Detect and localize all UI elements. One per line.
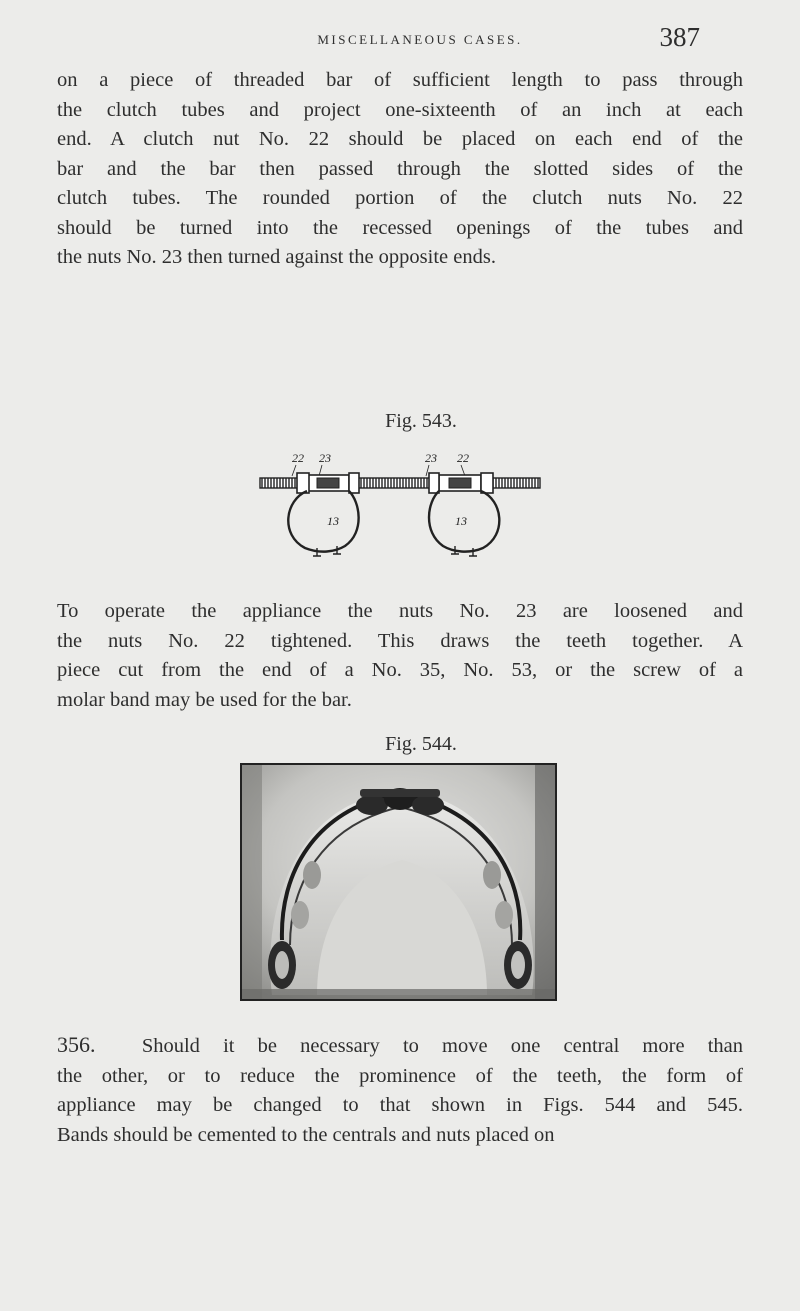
section-number: 356. [57, 1032, 96, 1057]
band-left [288, 491, 358, 552]
text-line: Bands should be cemented to the centrals and nuts placed on [57, 1123, 555, 1146]
nut-23-left [349, 473, 359, 493]
clutch-nut-left [297, 473, 309, 493]
text-line: should be turned into the recessed openings of the tubes and [57, 216, 743, 239]
text-line: the nuts No. 23 then turned against the opposite ends. [57, 246, 496, 268]
page-number: 387 [659, 22, 700, 52]
page-header [0, 22, 800, 52]
running-title: MISCELLANEOUS CASES. [317, 32, 523, 47]
nut-23-right [429, 473, 439, 493]
label-13-right: 13 [455, 514, 467, 528]
text-line: To operate the appliance the nuts No. 23 are loosened and [57, 600, 743, 622]
text-line: molar band may be used for the bar. [57, 688, 352, 711]
label-22-right: 22 [457, 451, 469, 465]
label-23-right: 23 [425, 451, 437, 465]
paragraph-3 [57, 1030, 743, 1150]
text-segment: Should it be necessary to move one central more than [141, 1035, 743, 1057]
clutch-nut-right [481, 473, 493, 493]
dental-cast-photo [242, 765, 555, 999]
figure-543-caption: Fig. 543. [385, 410, 457, 432]
figure-543-illustration [255, 440, 545, 570]
label-22-left: 22 [292, 451, 304, 465]
label-13-left: 13 [327, 514, 339, 528]
text-line: piece cut from the end of a No. 35, No. 53, or the screw of a [57, 659, 743, 681]
clutch-appliance-drawing [255, 440, 545, 570]
text-line: clutch tubes. The rounded portion of the clutch nuts No. 22 [57, 187, 743, 209]
text-line: the nuts No. 22 tightened. This draws the teeth together. A [57, 629, 743, 652]
text-line: end. A clutch nut No. 22 should be placed on each end of the [57, 128, 743, 150]
figure-544-caption: Fig. 544. [385, 733, 457, 755]
text-line: the other, or to reduce the prominence of the teeth, the form of [57, 1064, 743, 1087]
text-line [57, 1030, 743, 1062]
figure-544-photograph [240, 763, 557, 1001]
text-line: appliance may be changed to that shown in Figs. 544 and 545. [57, 1094, 743, 1116]
paragraph-1 [57, 66, 743, 273]
text-line: bar and the bar then passed through the slotted sides of the [57, 157, 743, 180]
paragraph-2 [57, 597, 743, 715]
label-23-left: 23 [319, 451, 331, 465]
text-line: the clutch tubes and project one-sixteenth of an inch at each [57, 98, 743, 121]
text-line: on a piece of threaded bar of sufficient length to pass through [57, 69, 743, 91]
